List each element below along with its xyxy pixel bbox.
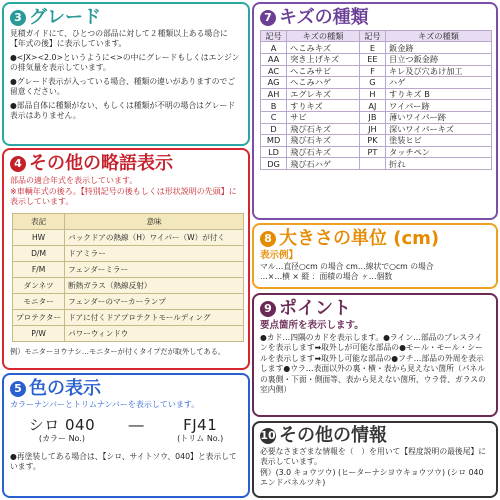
damage-type-cell: 鈑金跡 bbox=[386, 42, 492, 54]
damage-table-row bbox=[261, 158, 492, 170]
damage-type-cell: すりキズ bbox=[287, 100, 360, 112]
damage-title bbox=[254, 4, 496, 30]
abbr-red-line: 部品の適合年式を表示しています。 bbox=[10, 175, 138, 185]
color-number-group bbox=[29, 416, 95, 444]
abbr-table-row bbox=[13, 246, 244, 262]
color-title bbox=[4, 375, 248, 400]
damage-type-cell: へこみハゲ bbox=[287, 77, 360, 89]
damage-type-cell: キレ及び穴あけ加工 bbox=[386, 65, 492, 77]
damage-table-row bbox=[261, 65, 492, 77]
point-line: ●カド…四隅のカドを表示します。●ライン…部品のプレスラインを表示します➡取外しが可能な部品の●モール・モール・シールを表示します➡取外し可能な部品の●フチ…部品の外周を表示します●ウラ…表面以外の裏・横・表から見えない箇所（パネルの裏側・下面・側面等、表から見えない箇所、ウラ骨、ガラスの室内側） bbox=[260, 332, 486, 395]
damage-table-row bbox=[261, 53, 492, 65]
damage-type-cell: サビ bbox=[287, 111, 360, 123]
damage-type-cell: ワイパー跡 bbox=[386, 100, 492, 112]
size-title bbox=[254, 225, 496, 250]
abbr-table-body bbox=[13, 230, 244, 342]
grade-body bbox=[4, 29, 248, 122]
damage-panel bbox=[252, 2, 498, 220]
grade-title bbox=[4, 4, 248, 29]
abbr-meaning-cell: ドアミラー bbox=[65, 246, 244, 262]
damage-type-cell: 薄いワイパー跡 bbox=[386, 111, 492, 123]
abbr-table bbox=[12, 213, 244, 342]
abbr-meaning-cell: フェンダーミラー bbox=[65, 262, 244, 278]
damage-code-cell: H bbox=[359, 88, 385, 100]
damage-code-cell: PK bbox=[359, 135, 385, 147]
color-subtitle: カラーナンバーとトリムナンバーを表示しています。 bbox=[10, 399, 200, 409]
abbr-header-notation: 表記 bbox=[13, 214, 65, 230]
damage-header-code: 記号 bbox=[261, 30, 287, 42]
trim-number-group bbox=[177, 416, 223, 444]
abbr-table-row bbox=[13, 326, 244, 342]
damage-code-cell: PT bbox=[359, 146, 385, 158]
point-subtitle: 要点箇所を表示します。 bbox=[260, 319, 364, 331]
code-separator: ― bbox=[128, 415, 144, 434]
damage-type-cell: 飛び石ハゲ bbox=[287, 158, 360, 170]
trim-number-value: FJ41 bbox=[183, 415, 218, 434]
grade-panel bbox=[2, 2, 250, 146]
abbr-notation-cell: P/W bbox=[13, 326, 65, 342]
abbr-table-row bbox=[13, 262, 244, 278]
damage-code-cell: F bbox=[359, 65, 385, 77]
abbr-number-badge: 4 bbox=[10, 156, 26, 172]
damage-code-cell: JB bbox=[359, 111, 385, 123]
damage-table-body bbox=[261, 42, 492, 170]
damage-table-row bbox=[261, 146, 492, 158]
damage-code-cell: AH bbox=[261, 88, 287, 100]
point-title-text: ポイント bbox=[279, 298, 351, 319]
damage-header-code: 記号 bbox=[359, 30, 385, 42]
damage-type-cell: 深いワイパーキズ bbox=[386, 123, 492, 135]
damage-type-cell: へこみキズ bbox=[287, 42, 360, 54]
abbr-meaning-cell: パワーウィンドウ bbox=[65, 326, 244, 342]
abbr-notation-cell: モニター bbox=[13, 294, 65, 310]
abbr-notation-cell: HW bbox=[13, 230, 65, 246]
abbr-meaning-cell: ドアに付くドアプロテクトモールディング bbox=[65, 310, 244, 326]
trim-number-note: (トリム No.) bbox=[177, 433, 224, 443]
abbr-example: 例）モニターヨウナシ…モニターが付くタイプだが取外してある。 bbox=[10, 347, 226, 357]
damage-type-cell: すりキズ B bbox=[386, 88, 492, 100]
damage-code-cell: G bbox=[359, 77, 385, 89]
abbr-meaning-cell: フェンダーのマーカーランプ bbox=[65, 294, 244, 310]
abbr-title-text: その他の略語表示 bbox=[29, 153, 173, 174]
point-number-badge: 9 bbox=[260, 301, 276, 317]
damage-type-cell: 飛び石キズ bbox=[287, 146, 360, 158]
abbr-table-row bbox=[13, 294, 244, 310]
damage-code-cell: C bbox=[261, 111, 287, 123]
damage-type-cell: 塗装ヒビ bbox=[386, 135, 492, 147]
grade-line: ●<JX><2.0>というように<>の中にグレードもしくはエンジンの排気量を表示しています。 bbox=[10, 52, 240, 73]
damage-table-row bbox=[261, 111, 492, 123]
abbr-red-line: ※車輌年式の後ろ。【特別記号の後もしくは形状説明の先頭】に表示しています。 bbox=[10, 186, 237, 207]
damage-table-row bbox=[261, 135, 492, 147]
damage-code-cell: LD bbox=[261, 146, 287, 158]
damage-code-cell: AA bbox=[261, 53, 287, 65]
abbr-header-meaning: 意味 bbox=[65, 214, 244, 230]
damage-type-cell: エグレキズ bbox=[287, 88, 360, 100]
grade-line: ●部品自体に種類がない、もしくは種類が不明の場合はグレード表示はありません。 bbox=[10, 100, 236, 121]
damage-table-row bbox=[261, 123, 492, 135]
damage-code-cell: JH bbox=[359, 123, 385, 135]
damage-type-cell: 突き上げキズ bbox=[287, 53, 360, 65]
grade-line: ●グレード表示が入っている場合、種類の違いがありますのでご留意ください。 bbox=[10, 76, 236, 97]
grade-number-badge: 3 bbox=[10, 10, 26, 26]
abbr-notation-cell: F/M bbox=[13, 262, 65, 278]
damage-type-cell: 折れ bbox=[386, 158, 492, 170]
damage-table-row bbox=[261, 88, 492, 100]
other-info-panel bbox=[252, 421, 498, 498]
damage-code-cell: MD bbox=[261, 135, 287, 147]
other-line: 必要なさまざまな情報を（ ）を用いて【程度説明の最後尾】に表示しています。 bbox=[260, 446, 487, 467]
damage-code-cell: DG bbox=[261, 158, 287, 170]
abbr-table-row bbox=[13, 230, 244, 246]
damage-type-cell: 飛び石キズ bbox=[287, 135, 360, 147]
damage-table-row bbox=[261, 77, 492, 89]
color-title-text: 色の表示 bbox=[29, 378, 101, 399]
color-number-badge: 5 bbox=[10, 381, 26, 397]
other-title-text: その他の情報 bbox=[279, 425, 387, 446]
damage-table-row bbox=[261, 42, 492, 54]
damage-header-type: キズの種類 bbox=[287, 30, 360, 42]
color-number-note: (カラー No.) bbox=[38, 433, 85, 443]
damage-header-type: キズの種類 bbox=[386, 30, 492, 42]
damage-code-cell: D bbox=[261, 123, 287, 135]
damage-title-text: キズの種類 bbox=[279, 7, 369, 28]
abbr-meaning-cell: バックドアの熱線（H）ワイパー（W）が付く bbox=[65, 230, 244, 246]
grade-title-text: グレード bbox=[29, 7, 101, 28]
other-line: 例）(3.0 キョウツウ) (ヒーターナシヨウキョウツウ) (シロ 040 エンドパネルツキ) bbox=[260, 467, 484, 488]
damage-type-cell: 目立つ鈑金跡 bbox=[386, 53, 492, 65]
other-title bbox=[254, 423, 496, 447]
damage-code-cell: AG bbox=[261, 77, 287, 89]
damage-table-header-row bbox=[261, 30, 492, 42]
other-number-badge: 10 bbox=[260, 428, 276, 444]
size-title-text: 大きさの単位 (cm) bbox=[279, 228, 440, 249]
size-subtitle: 表示例】 bbox=[260, 249, 299, 261]
size-number-badge: 8 bbox=[260, 231, 276, 247]
abbr-title bbox=[4, 150, 248, 176]
damage-type-cell: 飛び石キズ bbox=[287, 123, 360, 135]
damage-code-cell: E bbox=[359, 42, 385, 54]
abbreviation-panel bbox=[2, 148, 250, 370]
damage-code-cell: AC bbox=[261, 65, 287, 77]
abbr-notation-cell: プロテクター bbox=[13, 310, 65, 326]
damage-code-cell bbox=[359, 158, 385, 170]
damage-type-cell: タッチペン bbox=[386, 146, 492, 158]
color-panel bbox=[2, 373, 250, 498]
abbr-notation-cell: D/M bbox=[13, 246, 65, 262]
color-repaint-note: ●再塗装してある場合は、【シロ、サイトソウ、040】と表示しています。 bbox=[10, 451, 237, 472]
damage-code-cell: AJ bbox=[359, 100, 385, 112]
abbr-meaning-cell: 断熱ガラス（熱線反射） bbox=[65, 278, 244, 294]
size-line: マル…直径○cm の場合 cm…線状で○cm の場合 bbox=[260, 261, 434, 271]
abbr-table-row bbox=[13, 310, 244, 326]
damage-code-cell: EE bbox=[359, 53, 385, 65]
damage-code-cell: B bbox=[261, 100, 287, 112]
point-title bbox=[254, 295, 496, 320]
damage-number-badge: 7 bbox=[260, 10, 276, 26]
damage-code-cell: A bbox=[261, 42, 287, 54]
damage-type-cell: へこみサビ bbox=[287, 65, 360, 77]
damage-type-cell: ハゲ bbox=[386, 77, 492, 89]
abbr-table-row bbox=[13, 278, 244, 294]
point-panel bbox=[252, 293, 498, 417]
size-line: …×…横 × 縦 ：面積の場合 ヶ…個数 bbox=[260, 272, 393, 282]
abbr-table-header-row bbox=[13, 214, 244, 230]
damage-table bbox=[260, 30, 492, 170]
damage-table-row bbox=[261, 100, 492, 112]
grade-line: 見積ガイドにて、ひとつの部品に対して２種類以上ある場合に【年式の後】に表示しています。 bbox=[10, 28, 228, 49]
color-code-example bbox=[4, 410, 248, 444]
abbr-notation-cell: ダンネツ bbox=[13, 278, 65, 294]
size-unit-panel bbox=[252, 223, 498, 289]
color-number-value: シロ 040 bbox=[28, 415, 96, 434]
